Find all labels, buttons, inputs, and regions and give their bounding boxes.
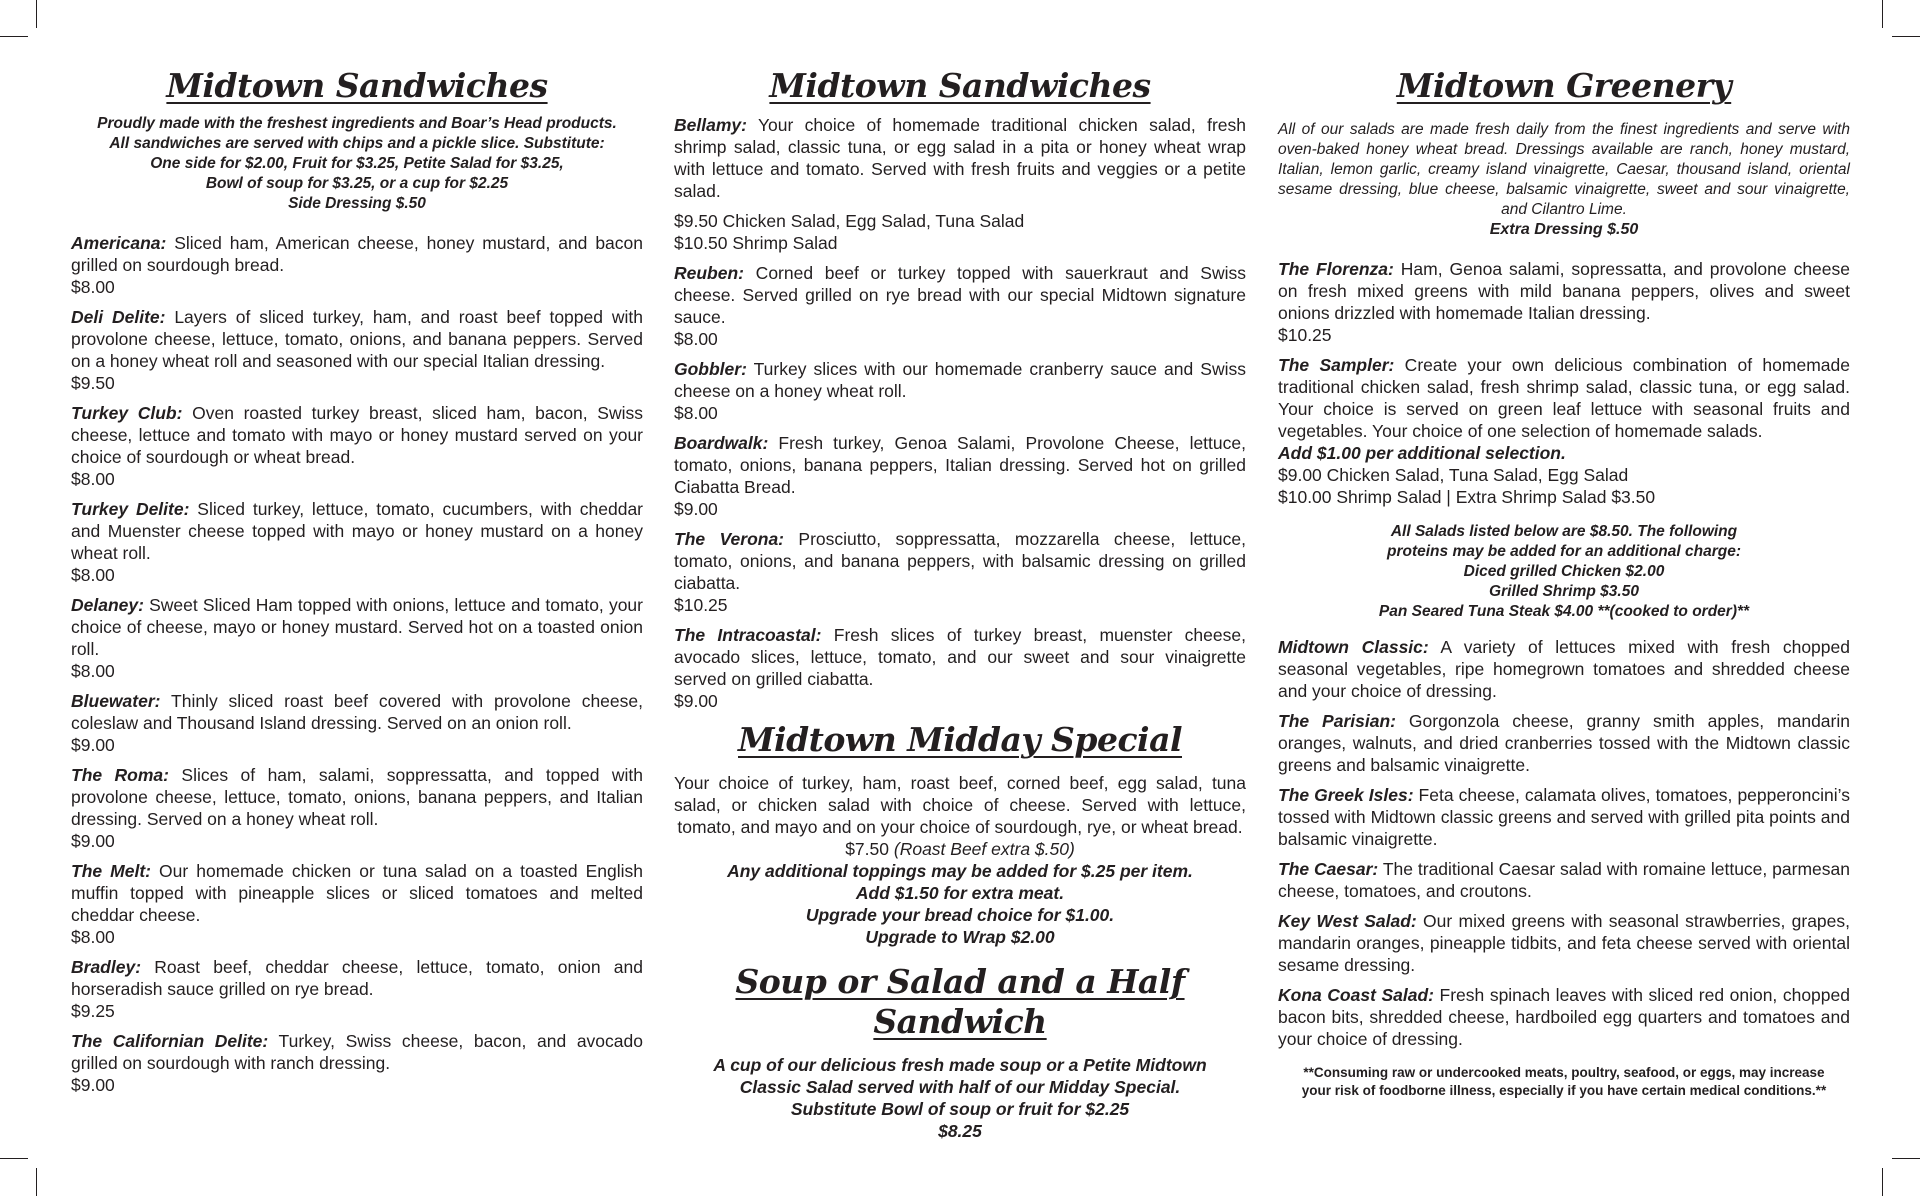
sandwich-intro — [71, 114, 643, 214]
midday-price-line — [674, 838, 1246, 860]
item-price: $8.00 — [674, 329, 718, 349]
sampler-add-note: Add $1.00 per additional selection. — [1278, 443, 1566, 463]
midday-price: $7.50 — [845, 839, 889, 859]
salad-protein-notes — [1278, 522, 1850, 622]
item-name: Gobbler: — [674, 359, 747, 379]
intro-line: All sandwiches are served with chips and a pickle slice. Substitute: — [109, 135, 605, 152]
item-price: $9.00 — [674, 499, 718, 519]
menu-item-bellamy — [674, 114, 1246, 202]
soup-line: Classic Salad served with half of our Midday Special. — [739, 1077, 1181, 1097]
salad-note: All Salads listed below are $8.50. The following — [1390, 523, 1738, 540]
section-title: Midtown Sandwiches — [166, 66, 548, 105]
item-name: Bluewater: — [71, 691, 161, 711]
salad-note: proteins may be added for an additional charge: — [1387, 543, 1741, 560]
menu-item — [1278, 710, 1850, 776]
item-name: Key West Salad: — [1278, 911, 1417, 931]
crop-mark — [0, 36, 28, 37]
menu-item — [71, 306, 643, 394]
item-description: A variety of lettuces mixed with fresh chopped seasonal vegetables, ripe homegrown tomatoes and shredded cheese and your choice of dressing. — [1278, 637, 1850, 701]
salad-note: Pan Seared Tuna Steak $4.00 **(cooked to order)** — [1378, 603, 1750, 620]
menu-item — [674, 624, 1246, 712]
menu-item — [71, 690, 643, 756]
item-name: Midtown Classic: — [1278, 637, 1429, 657]
soup-line: A cup of our delicious fresh made soup or a Petite Midtown — [713, 1055, 1207, 1075]
disclaimer-line: **Consuming raw or undercooked meats, poultry, seafood, or eggs, may increase — [1303, 1065, 1825, 1080]
item-description: Create your own delicious combination of homemade traditional chicken salad, fresh shrimp salad, classic tuna, or egg salad. Your choice is served on green leaf lettuce with seasonal fruits and vegetables. Your choice of one selection of homemade salads. — [1278, 355, 1850, 441]
item-description: Gorgonzola cheese, granny smith apples, mandarin oranges, walnuts, and dried cranberries tossed with the Midtown classic greens and balsamic vinaigrette. — [1278, 711, 1850, 775]
menu-item — [71, 232, 643, 298]
crop-mark — [36, 0, 37, 28]
soup-price: $8.25 — [938, 1121, 982, 1141]
item-description: Your choice of homemade traditional chicken salad, fresh shrimp salad, classic tuna, or egg salad in a pita or honey wheat wrap with lettuce and tomato. Served with fresh fruits and veggies or a petite salad. — [674, 115, 1246, 201]
disclaimer-line: your risk of foodborne illness, especially if you have certain medical conditions.** — [1301, 1083, 1827, 1098]
food-safety-disclaimer — [1278, 1064, 1850, 1100]
menu-item — [71, 860, 643, 948]
item-name: The Sampler: — [1278, 355, 1395, 375]
intro-line: Bowl of soup for $3.25, or a cup for $2.25 — [205, 175, 509, 192]
item-price: $8.00 — [71, 277, 115, 297]
intro-line: Proudly made with the freshest ingredients and Boar’s Head products. — [97, 115, 617, 132]
item-name: The Verona: — [674, 529, 785, 549]
section-title: Midtown Greenery — [1396, 66, 1732, 105]
intro-line: Side Dressing $.50 — [288, 195, 426, 212]
item-name: The Parisian: — [1278, 711, 1396, 731]
menu-item — [71, 764, 643, 852]
extra-dressing: Extra Dressing $.50 — [1489, 221, 1639, 238]
item-price: $9.50 — [71, 373, 115, 393]
item-name: Turkey Delite: — [71, 499, 190, 519]
item-name: Bradley: — [71, 957, 142, 977]
item-price: $10.25 — [1278, 325, 1332, 345]
sandwiches-column-left — [71, 60, 643, 1104]
greenery-column — [1278, 60, 1850, 1100]
salad-intro: All of our salads are made fresh daily from the finest ingredients and serve with oven-baked honey wheat bread. Dressings available are ranch, honey mustard, Italian, lemon garlic, creamy island vinaigrette, Caesar, thousand island, oriental sesame dressing, blue cheese, balsamic vinaigrette, sweet and sour vinaigrette, and Cilantro Lime. — [1278, 121, 1850, 218]
menu-item — [71, 498, 643, 586]
item-price: $9.25 — [71, 1001, 115, 1021]
item-name: Bellamy: — [674, 115, 747, 135]
salad-note: Grilled Shrimp $3.50 — [1489, 583, 1639, 600]
item-price: $8.00 — [674, 403, 718, 423]
sandwiches-column-middle — [674, 60, 1246, 1142]
menu-item — [674, 262, 1246, 350]
crop-mark — [1892, 36, 1920, 37]
item-price: $8.00 — [71, 469, 115, 489]
bellamy-prices — [674, 210, 1246, 254]
item-name: Deli Delite: — [71, 307, 166, 327]
item-name: The Intracoastal: — [674, 625, 822, 645]
menu-item — [674, 358, 1246, 424]
intro-line: One side for $2.00, Fruit for $3.25, Petite Salad for $3.25, — [150, 155, 564, 172]
crop-mark — [36, 1168, 37, 1196]
item-name: Turkey Club: — [71, 403, 183, 423]
item-name: The Florenza: — [1278, 259, 1394, 279]
item-price: $10.50 Shrimp Salad — [674, 233, 838, 253]
item-name: The Roma: — [71, 765, 169, 785]
menu-item — [1278, 258, 1850, 346]
midday-price-note: (Roast Beef extra $.50) — [893, 839, 1075, 859]
item-description: Our homemade chicken or tuna salad on a toasted English muffin topped with pineapple slices or sliced tomatoes and melted cheddar cheese. — [71, 861, 643, 925]
item-description: Thinly sliced roast beef covered with provolone cheese, coleslaw and Thousand Island dressing. Served on an onion roll. — [71, 691, 643, 733]
item-price: $9.00 — [674, 691, 718, 711]
crop-mark — [1892, 1158, 1920, 1159]
item-description: Sweet Sliced Ham topped with onions, lettuce and tomato, your choice of cheese, mayo or honey mustard. Served hot on a toasted onion roll. — [71, 595, 643, 659]
menu-item — [1278, 636, 1850, 702]
section-title: Midtown Midday Special — [738, 720, 1182, 759]
item-name: The Melt: — [71, 861, 151, 881]
item-name: The Caesar: — [1278, 859, 1379, 879]
item-name: The Californian Delite: — [71, 1031, 269, 1051]
item-description: Feta cheese, calamata olives, tomatoes, pepperoncini’s tossed with Midtown classic greens and served with grilled pita points and balsamic vinaigrette. — [1278, 785, 1850, 849]
item-price: $9.00 — [71, 735, 115, 755]
crop-mark — [0, 1158, 28, 1159]
item-name: Americana: — [71, 233, 167, 253]
crop-mark — [1882, 1168, 1883, 1196]
item-description: Turkey slices with our homemade cranberry sauce and Swiss cheese on a honey wheat roll. — [674, 359, 1246, 401]
item-price: $9.00 Chicken Salad, Tuna Salad, Egg Salad — [1278, 465, 1629, 485]
salad-note: Diced grilled Chicken $2.00 — [1463, 563, 1665, 580]
item-description: Fresh slices of turkey breast, muenster cheese, avocado slices, lettuce, tomato, and our sweet and sour vinaigrette served on grilled ciabatta. — [674, 625, 1246, 689]
crop-mark — [1882, 0, 1883, 28]
menu-item — [1278, 784, 1850, 850]
midday-note: Add $1.50 for extra meat. — [855, 883, 1065, 903]
menu-item-sampler — [1278, 354, 1850, 508]
menu-item — [1278, 984, 1850, 1050]
menu-item — [71, 402, 643, 490]
item-description: Prosciutto, soppressatta, mozzarella cheese, lettuce, tomato, onions, and banana peppers, with balsamic dressing on grilled ciabatta. — [674, 529, 1247, 593]
midday-note: Any additional toppings may be added for $.25 per item. — [727, 861, 1193, 881]
item-description: Sliced turkey, lettuce, tomato, cucumbers, with cheddar and Muenster cheese topped with mayo or honey mustard on a honey wheat roll. — [71, 499, 644, 563]
menu-item — [71, 594, 643, 682]
item-price: $8.00 — [71, 927, 115, 947]
item-description: Our mixed greens with seasonal strawberries, grapes, mandarin oranges, pineapple tidbits, and feta cheese served with oriental sesame dressing. — [1278, 911, 1850, 975]
soup-line: Substitute Bowl of soup or fruit for $2.25 — [790, 1099, 1130, 1119]
midday-note: Upgrade to Wrap $2.00 — [865, 927, 1055, 947]
item-name: Kona Coast Salad: — [1278, 985, 1434, 1005]
menu-item — [71, 1030, 643, 1096]
item-price: $9.00 — [71, 831, 115, 851]
item-description: Fresh turkey, Genoa Salami, Provolone Cheese, lettuce, tomato, onions, banana peppers, Italian dressing. Served hot on grilled Ciabatta Bread. — [674, 433, 1246, 497]
item-price: $9.00 — [71, 1075, 115, 1095]
item-price: $10.00 Shrimp Salad | Extra Shrimp Salad $3.50 — [1278, 487, 1656, 507]
menu-item — [1278, 910, 1850, 976]
item-description: Fresh spinach leaves with sliced red onion, chopped bacon bits, shredded cheese, hardboiled egg quarters and tomatoes and your choice of dressing. — [1278, 985, 1850, 1049]
item-name: The Greek Isles: — [1278, 785, 1414, 805]
item-name: Delaney: — [71, 595, 144, 615]
menu-item — [674, 528, 1246, 616]
item-description: Roast beef, cheddar cheese, lettuce, tomato, onion and horseradish sauce grilled on rye bread. — [71, 957, 643, 999]
item-description: Slices of ham, salami, soppressatta, and topped with provolone cheese, lettuce, tomato, onions, banana peppers, and Italian dressing. Served on a honey wheat roll. — [71, 765, 643, 829]
item-name: Reuben: — [674, 263, 744, 283]
item-description: The traditional Caesar salad with romaine lettuce, parmesan cheese, tomatoes, and croutons. — [1278, 859, 1851, 901]
menu-item — [1278, 858, 1850, 902]
section-title: Midtown Sandwiches — [769, 66, 1151, 105]
item-description: Corned beef or turkey topped with sauerkraut and Swiss cheese. Served grilled on rye bread with our special Midtown signature sauce. — [674, 263, 1246, 327]
menu-item — [674, 432, 1246, 520]
item-description: Sliced ham, American cheese, honey mustard, and bacon grilled on sourdough bread. — [71, 233, 643, 275]
section-title: Soup or Salad and a Half Sandwich — [735, 962, 1185, 1041]
midday-note: Upgrade your bread choice for $1.00. — [805, 905, 1115, 925]
item-name: Boardwalk: — [674, 433, 769, 453]
item-description: Ham, Genoa salami, sopressatta, and provolone cheese on fresh mixed greens with mild banana peppers, olives and sweet onions drizzled with homemade Italian dressing. — [1278, 259, 1850, 323]
item-description: Turkey, Swiss cheese, bacon, and avocado grilled on sourdough with ranch dressing. — [71, 1031, 643, 1073]
item-price: $8.00 — [71, 661, 115, 681]
item-description: Layers of sliced turkey, ham, and roast beef topped with provolone cheese, lettuce, tomato, onions, and banana peppers. Served on a honey wheat roll and seasoned with our special Italian dressing. — [71, 307, 643, 371]
menu-item — [71, 956, 643, 1022]
item-description: Oven roasted turkey breast, sliced ham, bacon, Swiss cheese, lettuce and tomato with mayo or honey mustard served on your choice of sourdough or wheat bread. — [71, 403, 644, 467]
item-price: $9.50 Chicken Salad, Egg Salad, Tuna Salad — [674, 211, 1025, 231]
item-price: $10.25 — [674, 595, 728, 615]
midday-description: Your choice of turkey, ham, roast beef, corned beef, egg salad, tuna salad, or chicken salad with choice of cheese. Served with lettuce, tomato, and mayo and on your choice of sourdough, rye, or wheat bread. — [674, 773, 1246, 837]
item-price: $8.00 — [71, 565, 115, 585]
